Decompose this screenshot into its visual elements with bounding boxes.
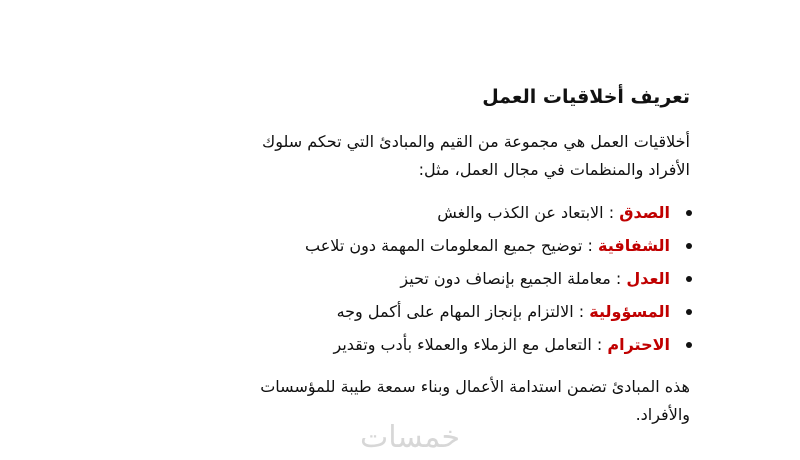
bullet-icon [686,210,692,216]
document-body [230,86,690,429]
list-item-description: الالتزام بإنجاز المهام على أكمل وجه [336,302,574,321]
list-item-separator: : [608,203,615,222]
list-item-term: الصدق [619,203,670,222]
ethics-list [230,196,690,361]
list-item-term: المسؤولية [589,302,670,321]
bullet-icon [686,342,692,348]
watermark-logo: خمسات [360,420,461,455]
list-item-description: الابتعاد عن الكذب والغش [437,203,604,222]
list-item-description: توضيح جميع المعلومات المهمة دون تلاعب [305,236,583,255]
list-item [230,229,670,262]
intro-paragraph: أخلاقيات العمل هي مجموعة من القيم والمبادئ التي تحكم سلوك الأفراد والمنظمات في مجال العمل، مثل: [262,132,690,179]
list-item-separator: : [578,302,585,321]
list-item-term: الشفافية [597,236,670,255]
list-item-separator: : [596,335,603,354]
closing-paragraph: هذه المبادئ تضمن استدامة الأعمال وبناء سمعة طيبة للمؤسسات والأفراد. [260,377,690,424]
list-item-term: الاحترام [607,335,670,354]
list-item-term: العدل [626,269,670,288]
list-item [230,196,670,229]
list-item [230,295,670,328]
bullet-icon [686,309,692,315]
list-item [230,328,670,361]
list-item-separator: : [587,236,593,255]
bullet-icon [686,276,692,282]
list-item-separator: : [615,269,622,288]
bullet-icon [686,243,692,249]
document-title: تعريف أخلاقيات العمل [482,86,690,108]
list-item-description: التعامل مع الزملاء والعملاء بأدب وتقدير [333,335,592,354]
list-item-description: معاملة الجميع بإنصاف دون تحيز [400,269,611,288]
list-item [230,262,670,295]
